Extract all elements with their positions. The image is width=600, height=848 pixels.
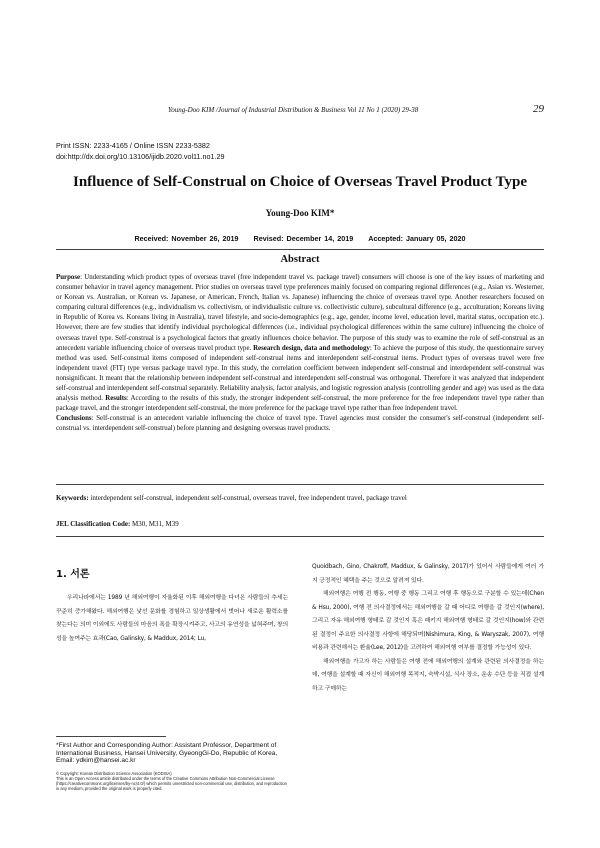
publication-meta xyxy=(56,140,225,162)
design-text: : To achieve the purpose of this study, the questionnaire survey method was used. Self-construal items composed of independent self-construal items and interdependent self-construal items. Product types of overseas travel were free independent travel (FIT) type versus package travel type. In this study, the correlation coefficient between independent self-construal and interdependent self-construal was nonsignificant. It meant that the relationship between independent self-construal and interdependent self-construal was orthogonal. Therefore it was analyzed that independent self-construal and interdependent self-construal separately. Reliability analysis, factor analysis, and logistic regression analysis (controlling gender and age) was used as the data analysis method. xyxy=(56,344,544,403)
purpose-text: : Understanding which product types of overseas travel (free independent travel vs. package travel) consumers will choose is one of the key issues of marketing and consumer behavior in travel agency management. Prior studies on overseas travel type preferences mainly focused on comparing regional differences (e.g., Asian vs. Westerner, or Korean vs. Australian, or Korean vs. Japanese, or American, French, Italian vs. Japanese) influencing the choice of overseas travel type. Another researchers focused on comparing cultural differences (e.g., individualism vs. collectivism, or individualistic culture vs. collectivistic culture), subcultural difference (e.g., acculturation; Koreans living in Republic of Korea vs. Koreans living in Australia), travel lifestyle, and socio-demographics (e.g., age, gender, income level, education level, marital status, occupation etc.). However, there are few studies that identify individual psychological differences (i.e., individual psychological differences within the same culture) influencing the choice of overseas travel type. Self-construal is a psychological factors that greatly influences choice behavior. The purpose of this study was to examine the role of self-construal as an antecedent variable influencing choice of overseas travel product type. xyxy=(56,274,544,352)
keywords-text: interdependent self-construal, independent self-construal, overseas travel, free independent travel, package travel xyxy=(88,494,407,502)
conclusions-label: Conclusions xyxy=(56,415,92,423)
section-heading-introduction: 1. 서론 xyxy=(56,569,90,580)
purpose-label: Purpose xyxy=(56,274,81,281)
right-column xyxy=(312,561,544,696)
abstract-body xyxy=(56,273,544,435)
left-column xyxy=(56,592,288,646)
results-label: Results xyxy=(105,395,127,403)
results-text: : According to the results of this study, the stronger independent self-construal, the more preference for the free independent travel type rather than package travel, and the stronger interdependent self-construal, the more preference for the package travel type rather than free independent travel. xyxy=(56,395,544,413)
intro-paragraph-3: 해외여행을 가고자 하는 사람들은 여행 전에 해외여행의 설계와 관련된 의사결정을 하는데, 여행을 설계할 때 자신이 해외여행 목적지, 숙박시설, 식사 장소, 운송 수단 등을 직접 설계하고 구매하는 xyxy=(312,658,544,692)
intro-paragraph-1: 우리나라에서는 1989 년 해외여행이 자율화된 이후 해외여행을 다녀온 사람들의 추세는 꾸준히 증가해왔다. 해외여행은 낯선 문화를 경험하고 일상생활에서 벗어나 새로운 활력소를 찾는다는 의미 이외에도 사람들의 마음의 폭을 확장시켜주고, 사고의 유연성을 넓혀주며, 창의성을 높여주는 효과(Cao, Galinsky, & Maddux, 2014; Lu, xyxy=(56,595,288,642)
intro-paragraph-2: 해외여행은 여행 전 행동, 여행 중 행동 그리고 여행 후 행동으로 구분할 수 있는데(Chen & Hsu, 2000), 여행 전 의사결정에서는 해외여행을 갈 때 어디로 여행을 갈 것인지(where), 그리고 자유 해외여행 형태로 갈 것인지 혹은 패키지 해외여행 형태로 갈 것인지(how)와 관련된 결정이 주요한 의사결정 사항에 해당되며(Nishimura, King, & Waryszak, 2007), 여행 비용과 관련해서는 환율(Lee, 2012)을 고려하여 해외여행 여부를 결정할 가능성이 있다. xyxy=(312,591,544,651)
revised-date: Revised: December 14, 2019 xyxy=(253,234,354,243)
submission-dates xyxy=(0,234,600,243)
jel-bottom-rule xyxy=(56,536,544,537)
author-footnote: *First Author and Corresponding Author: Assistant Professor, Department of International Business, Hansei University, GyeongGi-Do, Republic of Korea, Email: ydkim@hansei.ac.kr xyxy=(56,742,278,765)
page-number: 29 xyxy=(533,103,544,115)
author-name: Young-Doo KIM* xyxy=(265,208,335,218)
copyright-notice xyxy=(56,771,288,791)
received-date: Received: November 26, 2019 xyxy=(134,234,239,243)
abstract-heading: Abstract xyxy=(280,254,320,265)
journal-citation: Young-Doo KIM /Journal of Industrial Distribution & Business Vol 11 No 1 (2020) 29-38 xyxy=(168,106,419,114)
copyright-line: © Copyright: Korean Distribution Science Association (KODISA) xyxy=(56,771,172,776)
abstract-bottom-rule xyxy=(56,484,544,485)
doi-line[interactable]: doi:http://dx.doi.org/10.13106/ijidb.2020.vol11.no1.29 xyxy=(56,152,225,161)
jel-label: JEL Classification Code: xyxy=(56,520,131,528)
footnote-rule xyxy=(56,736,166,737)
keywords-label: Keywords: xyxy=(56,494,89,502)
paper-title: Influence of Self-Construal on Choice of Overseas Travel Product Type xyxy=(73,174,527,190)
jel-line xyxy=(56,519,544,529)
keywords-line xyxy=(56,493,544,503)
jel-text: M30, M31, M39 xyxy=(130,520,179,528)
license-line: This is an Open Access article distributed under the terms of the Creative Commons Attribution Non-Commercial License (https://creativecommons.org/licenses/by-nc/4.0/) which permits unrestricted non-commercial use, distribution, and reproduction in any medium, provided the original work is properly cited. xyxy=(56,776,287,792)
abstract-top-rule xyxy=(56,249,544,250)
design-label: Research design, data and methodology xyxy=(253,344,370,352)
intro-paragraph-continued: Quoidbach, Gino, Chakroff, Maddux, & Galinsky, 2017)가 있어서 사람들에게 여러 가지 긍정적인 혜택을 주는 것으로 알려져 있다. xyxy=(312,564,544,584)
issn-line: Print ISSN: 2233-4165 / Online ISSN 2233-5382 xyxy=(56,141,210,150)
running-header xyxy=(56,103,544,120)
conclusions-text: : Self-construal is an antecedent variable influencing the choice of travel type. Travel agencies must consider the consumer's self-construal (independent self-construal vs. interdependent self-construal) before planning and designing overseas travel products. xyxy=(56,415,544,433)
accepted-date: Accepted: January 05, 2020 xyxy=(368,234,466,243)
